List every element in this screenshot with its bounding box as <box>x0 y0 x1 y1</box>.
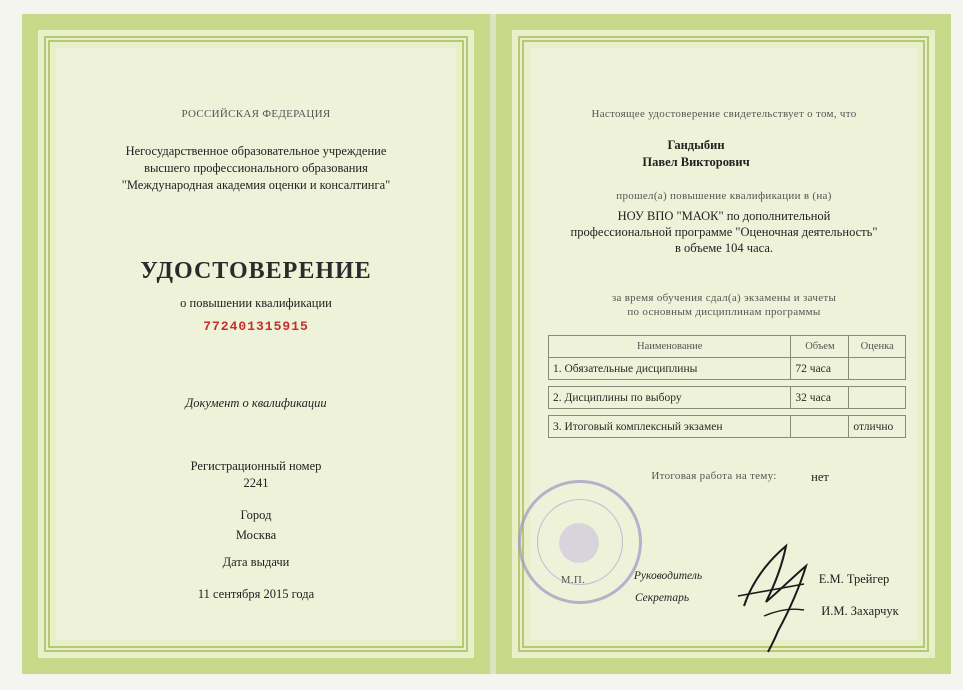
row-name: 3. Итоговый комплексный экзамен <box>549 416 791 438</box>
head-signature <box>734 536 824 656</box>
left-field <box>56 48 456 640</box>
document-title: УДОСТОВЕРЕНИЕ <box>140 258 372 284</box>
holder-surname: Гандыбин <box>667 138 725 152</box>
row-name: 2. Дисциплины по выбору <box>549 387 791 409</box>
row-volume: 72 часа <box>791 358 849 380</box>
head-label: Руководитель <box>633 570 703 582</box>
reg-number-label: Регистрационный номер <box>190 459 322 473</box>
issue-date-value: 11 сентября 2015 года <box>197 587 315 601</box>
header-grade: Оценка <box>849 336 906 358</box>
row-volume: 32 часа <box>791 387 849 409</box>
secretary-label: Секретарь <box>634 592 690 604</box>
row-grade <box>849 387 906 409</box>
row-volume <box>791 416 849 438</box>
header-name: Наименование <box>549 336 791 358</box>
row-name: 1. Обязательные дисциплины <box>549 358 791 380</box>
table-row <box>549 416 906 438</box>
exams-line-1: за время обучения сдал(а) экзамены и зачеты <box>611 292 837 304</box>
table-header-row <box>549 336 906 358</box>
table-gap <box>549 409 906 416</box>
disciplines-table <box>548 335 906 438</box>
document-subtitle: о повышении квалификации <box>180 296 332 310</box>
table-gap <box>549 380 906 387</box>
city-label: Город <box>240 508 272 522</box>
document-type: Документ о квалификации <box>185 396 327 410</box>
header-volume: Объем <box>791 336 849 358</box>
row-grade <box>849 358 906 380</box>
serial-number: 772401315915 <box>203 319 309 334</box>
holder-name: Павел Викторович <box>642 155 750 169</box>
country-label: РОССИЙСКАЯ ФЕДЕРАЦИЯ <box>181 108 331 120</box>
secretary-name: И.М. Захарчук <box>821 604 899 618</box>
final-work-label: Итоговая работа на тему: <box>651 470 777 482</box>
intro-text: Настоящее удостоверение свидетельствует о том, что <box>591 108 857 120</box>
program-line-2: профессиональной программе "Оценочная деятельность" <box>570 225 878 239</box>
city-value: Москва <box>235 528 277 542</box>
org-line-3: "Международная академия оценки и консалтинга" <box>121 178 391 192</box>
left-page <box>22 14 490 674</box>
row-grade: отлично <box>849 416 906 438</box>
right-page <box>496 14 951 674</box>
org-line-2: высшего профессионального образования <box>144 161 368 175</box>
passed-text: прошел(а) повышение квалификации в (на) <box>616 190 832 202</box>
exams-line-2: по основным дисциплинам программы <box>627 306 821 318</box>
table-row <box>549 358 906 380</box>
issue-date-label: Дата выдачи <box>222 555 290 569</box>
reg-number-value: 2241 <box>243 476 269 490</box>
org-line-1: Негосударственное образовательное учреждение <box>125 144 387 158</box>
seal-emblem <box>559 523 599 563</box>
table-row <box>549 387 906 409</box>
program-line-1: НОУ ВПО "МАОК" по дополнительной <box>617 209 831 223</box>
mp-label: М.П. <box>560 574 586 586</box>
head-name: Е.М. Трейгер <box>818 572 890 586</box>
final-work-value: нет <box>811 470 829 484</box>
program-line-3: в объеме 104 часа. <box>674 241 774 255</box>
